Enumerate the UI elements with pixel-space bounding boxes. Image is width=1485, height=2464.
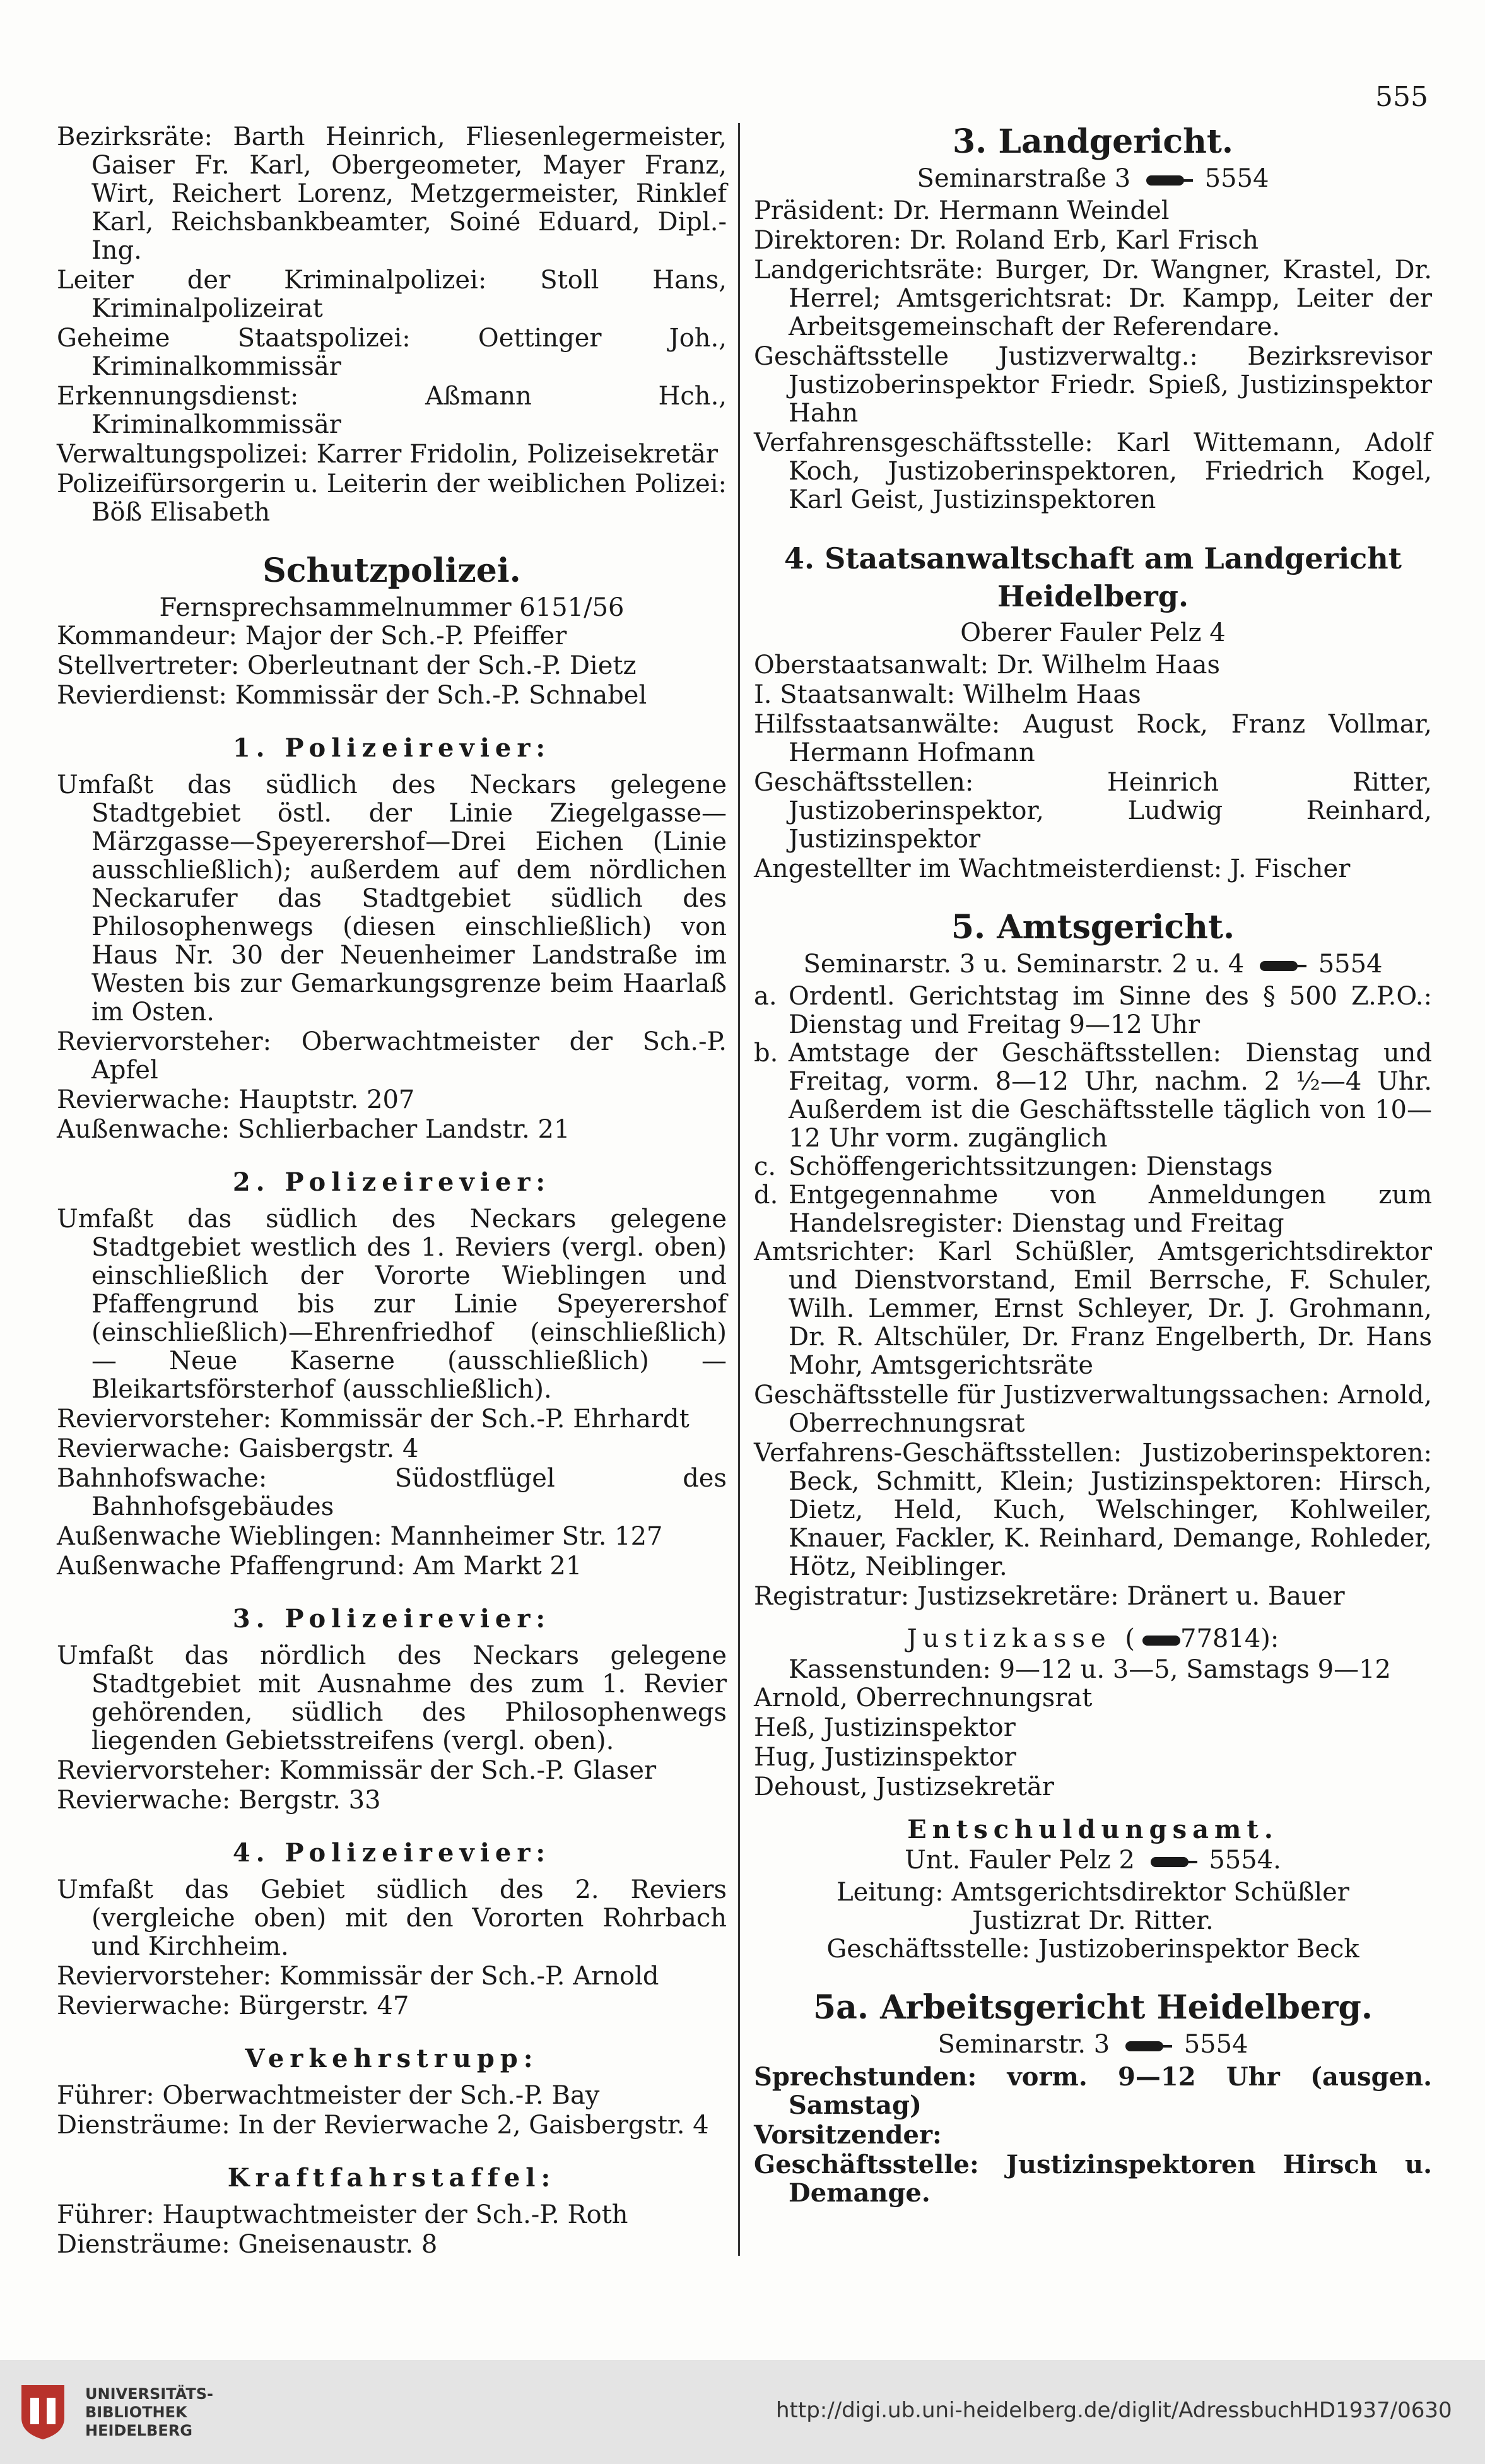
revier-4-description: Umfaßt das Gebiet südlich des 2. Reviers (vergleiche oben) mit den Vororten Rohrbach und Kirchheim. bbox=[57, 1875, 727, 1961]
library-name bbox=[85, 2385, 213, 2440]
entry-justizverwaltung: Geschäftsstelle Justizverwaltg.: Bezirksrevisor Justizoberinspektor Friedr. Spieß, Justizinspektor Hahn bbox=[754, 342, 1432, 428]
amtsgericht-address bbox=[754, 950, 1432, 979]
telephone-icon bbox=[1139, 1634, 1177, 1648]
arbeitsgericht-address bbox=[754, 2031, 1432, 2059]
entry-kraft-fuehrer: Führer: Hauptwachtmeister der Sch.-P. Roth bbox=[57, 2200, 628, 2229]
list-text: Schöffengerichtssitzungen: Dienstags bbox=[789, 1152, 1273, 1181]
staatsanwaltschaft-address: Oberer Fauler Pelz 4 bbox=[960, 618, 1226, 647]
footer-bar bbox=[0, 2360, 1485, 2464]
entry-amtsrichter: Amtsrichter: Karl Schüßler, Amtsgerichtsdirektor und Dienstvorstand, Emil Berrsche, F. Schuler, Wilh. Lemmer, Ernst Schleyer, Dr. J. Grohmann, Dr. R. Altschüler, Dr. Franz Engelberth, Dr. Hans Mohr, Amtsgerichtsräte bbox=[754, 1237, 1432, 1380]
entry-kasse-dehoust: Dehoust, Justizsekretär bbox=[754, 1772, 1054, 1801]
list-item bbox=[754, 1181, 1432, 1238]
entry-registratur: Registratur: Justizsekretäre: Dränert u. Bauer bbox=[754, 1582, 1345, 1611]
entschuldungsamt-street: Unt. Fauler Pelz 2 bbox=[905, 1846, 1135, 1875]
revier-3-description: Umfaßt das nördlich des Neckars gelegene Stadtgebiet mit Ausnahme des zum 1. Revier gehörenden, südlich des Philosophenwegs liegenden Gebietsstreifens (vergl. oben). bbox=[57, 1641, 727, 1755]
entry-justizverwaltungssachen: Geschäftsstelle für Justizverwaltungssachen: Arnold, Oberrechnungsrat bbox=[754, 1381, 1432, 1438]
university-library-logo-icon bbox=[18, 2383, 68, 2441]
entry-revier-1-vorsteher: Reviervorsteher: Oberwachtmeister der Sch.-P. Apfel bbox=[57, 1027, 727, 1085]
telephone-icon bbox=[1256, 959, 1306, 973]
entry-kasse-hess: Heß, Justizinspektor bbox=[754, 1713, 1016, 1742]
telephone-icon bbox=[1147, 1855, 1197, 1869]
list-marker: d. bbox=[754, 1181, 778, 1210]
entry-verfahrens-geschaeftsstellen: Verfahrens-Geschäftsstellen: Justizoberinspektoren: Beck, Schmitt, Klein; Justizinspektoren: Hirsch, Dietz, Held, Kuch, Welschinger, Kohlweiler, Knauer, Fackler, K. Reinhard, Demange, Rohleder, Hötz, Neiblinger. bbox=[754, 1439, 1432, 1581]
landgericht-phone: 5554 bbox=[1204, 164, 1269, 193]
right-column bbox=[754, 123, 1432, 2208]
entry-revier-2-vorsteher: Reviervorsteher: Kommissär der Sch.-P. Ehrhardt bbox=[57, 1405, 690, 1434]
list-item bbox=[754, 982, 1432, 1039]
entry-kassenstunden: Kassenstunden: 9—12 u. 3—5, Samstags 9—12 bbox=[789, 1655, 1391, 1684]
justizkasse-title: Justizkasse bbox=[907, 1624, 1112, 1653]
entry-verkehr-dienstraeume: Diensträume: In der Revierwache 2, Gaisbergstr. 4 bbox=[57, 2111, 709, 2140]
arbeitsgericht-street: Seminarstr. 3 bbox=[937, 2030, 1110, 2059]
arbeitsgericht-phone: 5554 bbox=[1183, 2030, 1248, 2059]
entry-oberstaatsanwalt: Oberstaatsanwalt: Dr. Wilhelm Haas bbox=[754, 651, 1221, 680]
entry-kasse-arnold: Arnold, Oberrechnungsrat bbox=[754, 1683, 1093, 1712]
entschuldungsamt-address bbox=[754, 1846, 1432, 1875]
list-marker: a. bbox=[754, 982, 777, 1011]
entry-verwaltungspolizei: Verwaltungspolizei: Karrer Fridolin, Polizeisekretär bbox=[57, 440, 719, 469]
section-title-amtsgericht: 5. Amtsgericht. bbox=[951, 908, 1235, 946]
entry-staatsanwalt: I. Staatsanwalt: Wilhelm Haas bbox=[754, 680, 1141, 709]
section-title-revier-1: 1. Polizeirevier: bbox=[232, 733, 551, 763]
entry-wachtmeisterdienst: Angestellter im Wachtmeisterdienst: J. Fischer bbox=[754, 854, 1351, 883]
entry-revier-3-vorsteher: Reviervorsteher: Kommissär der Sch.-P. Glaser bbox=[57, 1756, 657, 1785]
list-marker: b. bbox=[754, 1039, 778, 1068]
entry-kraft-dienstraeume: Diensträume: Gneisenaustr. 8 bbox=[57, 2230, 438, 2259]
amtsgericht-phone: 5554 bbox=[1318, 950, 1383, 979]
library-name-line: HEIDELBERG bbox=[85, 2422, 192, 2439]
library-name-line: BIBLIOTHEK bbox=[85, 2403, 187, 2421]
entschuldung-leitung: Leitung: Amtsgerichtsdirektor Schüßler bbox=[836, 1878, 1349, 1907]
entry-revier-1-aussenwache: Außenwache: Schlierbacher Landstr. 21 bbox=[57, 1115, 570, 1144]
entry-direktoren: Direktoren: Dr. Roland Erb, Karl Frisch bbox=[754, 226, 1259, 255]
entry-erkennungsdienst: Erkennungsdienst: Aßmann Hch., Kriminalkommissär bbox=[57, 382, 727, 439]
entry-hilfsstaatsanwaelte: Hilfsstaatsanwälte: August Rock, Franz Vollmar, Hermann Hofmann bbox=[754, 710, 1432, 767]
telephone-icon bbox=[1142, 174, 1193, 187]
list-item bbox=[754, 1039, 1432, 1153]
entry-revier-4-vorsteher: Reviervorsteher: Kommissär der Sch.-P. Arnold bbox=[57, 1962, 659, 1991]
entry-revier-2-pfaffengrund: Außenwache Pfaffengrund: Am Markt 21 bbox=[57, 1552, 582, 1581]
section-title-verkehrstrupp: Verkehrstrupp: bbox=[245, 2044, 539, 2073]
entry-revier-2-wieblingen: Außenwache Wieblingen: Mannheimer Str. 127 bbox=[57, 1522, 663, 1551]
list-text: Entgegennahme von Anmeldungen zum Handelsregister: Dienstag und Freitag bbox=[789, 1181, 1432, 1238]
section-title-justizkasse: Justizkasse ( 77814): bbox=[907, 1624, 1279, 1653]
entschuldung-justizrat: Justizrat Dr. Ritter. bbox=[972, 1906, 1214, 1935]
entry-stellvertreter: Stellvertreter: Oberleutnant der Sch.-P. Dietz bbox=[57, 651, 637, 680]
entry-revier-1-wache: Revierwache: Hauptstr. 207 bbox=[57, 1085, 415, 1114]
revier-2-description: Umfaßt das südlich des Neckars gelegene Stadtgebiet westlich des 1. Reviers (vergl. oben) einschließlich der Vororte Wieblingen und Pfaffengrund bis zur Linie Speyerershof (einschließlich)—Ehrenfriedhof (einschließlich) — Neue Kaserne (ausschließlich) — Bleikartsförsterhof (ausschließlich). bbox=[57, 1205, 727, 1404]
entry-revier-4-wache: Revierwache: Bürgerstr. 47 bbox=[57, 1991, 409, 2020]
section-title-staatsanwaltschaft: 4. Staatsanwaltschaft am Landgericht Heidelberg. bbox=[784, 541, 1402, 613]
phone-collective-number: Fernsprechsammelnummer 6151/56 bbox=[159, 593, 625, 622]
landgericht-address bbox=[754, 165, 1432, 193]
section-title-entschuldungsamt: Entschuldungsamt. bbox=[907, 1815, 1279, 1844]
entry-revier-2-wache: Revierwache: Gaisbergstr. 4 bbox=[57, 1434, 419, 1463]
entry-revier-2-bahnhofswache: Bahnhofswache: Südostflügel des Bahnhofsgebäudes bbox=[57, 1464, 727, 1521]
entry-kriminalpolizei: Leiter der Kriminalpolizei: Stoll Hans, Kriminalpolizeirat bbox=[57, 266, 727, 323]
entry-verkehr-fuehrer: Führer: Oberwachtmeister der Sch.-P. Bay bbox=[57, 2081, 600, 2110]
entry-polizeifuersorgerin: Polizeifürsorgerin u. Leiterin der weiblichen Polizei: Böß Elisabeth bbox=[57, 469, 727, 527]
entry-praesident: Präsident: Dr. Hermann Weindel bbox=[754, 196, 1170, 225]
entry-verfahrensgeschaeftsstelle: Verfahrensgeschäftsstelle: Karl Wittemann, Adolf Koch, Justizoberinspektoren, Friedrich Kogel, Karl Geist, Justizinspektoren bbox=[754, 428, 1432, 514]
entry-landgerichtsraete: Landgerichtsräte: Burger, Dr. Wangner, Krastel, Dr. Herrel; Amtsgerichtsrat: Dr. Kampp, Leiter der Arbeitsgemeinschaft der Referendare. bbox=[754, 256, 1432, 341]
telephone-icon bbox=[1122, 2039, 1172, 2053]
entry-bezirksraete: Bezirksräte: Barth Heinrich, Fliesenlegermeister, Gaiser Fr. Karl, Obergeometer, Mayer Franz, Wirt, Reichert Lorenz, Metzgermeister, Rinklef Karl, Reichsbankbeamter, Soiné Eduard, Dipl.-Ing. bbox=[57, 122, 727, 265]
page-number: 555 bbox=[1375, 81, 1428, 113]
entry-vorsitzender: Vorsitzender: bbox=[754, 2120, 942, 2150]
entry-arbeitsgericht-geschaeftsstelle: Geschäftsstelle: Justizinspektoren Hirsch u. Demange. bbox=[754, 2150, 1432, 2208]
library-name-line: UNIVERSITÄTS- bbox=[85, 2385, 214, 2403]
source-url-link[interactable]: http://digi.ub.uni-heidelberg.de/diglit/AdressbuchHD1937/0630 bbox=[776, 2398, 1452, 2423]
section-title-revier-4: 4. Polizeirevier: bbox=[232, 1838, 551, 1868]
section-title-revier-2: 2. Polizeirevier: bbox=[232, 1167, 551, 1197]
entry-staatspolizei: Geheime Staatspolizei: Oettinger Joh., Kriminalkommissär bbox=[57, 324, 727, 381]
justizkasse-phone: 77814 bbox=[1180, 1624, 1261, 1653]
amtsgericht-street: Seminarstr. 3 u. Seminarstr. 2 u. 4 bbox=[803, 950, 1245, 979]
entry-kasse-hug: Hug, Justizinspektor bbox=[754, 1743, 1016, 1772]
section-title-kraftfahrstaffel: Kraftfahrstaffel: bbox=[227, 2163, 556, 2193]
left-column bbox=[57, 123, 727, 2260]
entschuldungsamt-phone: 5554. bbox=[1209, 1846, 1281, 1875]
entschuldung-geschaeftsstelle: Geschäftsstelle: Justizoberinspektor Beck bbox=[826, 1935, 1359, 1964]
column-divider bbox=[738, 123, 740, 2256]
entry-kommandeur: Kommandeur: Major der Sch.-P. Pfeiffer bbox=[57, 622, 567, 651]
list-marker: c. bbox=[754, 1152, 777, 1181]
section-title-arbeitsgericht: 5a. Arbeitsgericht Heidelberg. bbox=[813, 1988, 1373, 2027]
list-text: Amtstage der Geschäftsstellen: Dienstag und Freitag, vorm. 8—12 Uhr, nachm. 2 ½—4 Uhr. Außerdem ist die Geschäftsstelle täglich von 10—12 Uhr vorm. zugänglich bbox=[789, 1039, 1432, 1153]
entry-revier-3-wache: Revierwache: Bergstr. 33 bbox=[57, 1786, 381, 1815]
entry-geschaeftsstellen: Geschäftsstellen: Heinrich Ritter, Justizoberinspektor, Ludwig Reinhard, Justizinspektor bbox=[754, 768, 1432, 854]
entry-sprechstunden: Sprechstunden: vorm. 9—12 Uhr (ausgen. Samstag) bbox=[754, 2062, 1432, 2120]
section-title-revier-3: 3. Polizeirevier: bbox=[232, 1604, 551, 1634]
revier-1-description: Umfaßt das südlich des Neckars gelegene Stadtgebiet östl. der Linie Ziegelgasse—Märzgasse—Speyerershof—Drei Eichen (Linie ausschließlich); außerdem auf dem nördlichen Neckarufer das Stadtgebiet südlich des Philosophenwegs (diesen einschließlich) von Haus Nr. 30 der Neuenheimer Landstraße im Westen bis zur Gemarkungsgrenze beim Haarlaß im Osten. bbox=[57, 770, 727, 1027]
section-title-landgericht: 3. Landgericht. bbox=[953, 122, 1233, 161]
entry-revierdienst: Revierdienst: Kommissär der Sch.-P. Schnabel bbox=[57, 681, 647, 710]
landgericht-street: Seminarstraße 3 bbox=[917, 164, 1131, 193]
section-title-schutzpolizei: Schutzpolizei. bbox=[262, 551, 521, 590]
list-text: Ordentl. Gerichtstag im Sinne des § 500 Z.P.O.: Dienstag und Freitag 9—12 Uhr bbox=[789, 982, 1432, 1039]
list-item bbox=[754, 1153, 1432, 1181]
